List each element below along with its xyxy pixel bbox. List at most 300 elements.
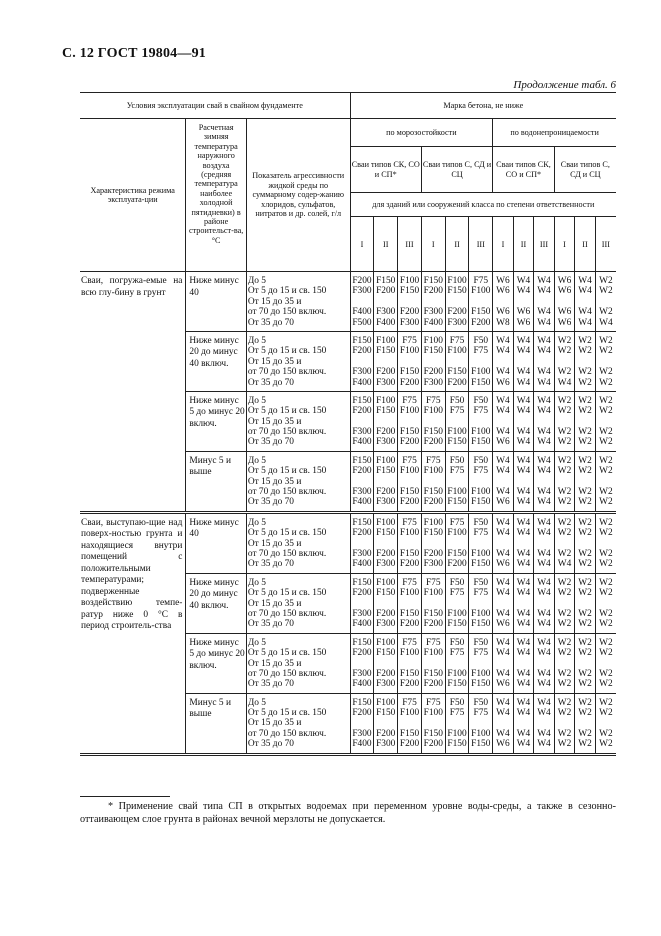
mark-value: W4 <box>496 487 510 498</box>
mark-value: W4 <box>496 517 510 528</box>
responsibility-class-header: II <box>445 217 469 272</box>
mark-value: W6 <box>557 307 572 318</box>
aggressiveness-label: от 70 до 150 включ. <box>247 487 327 498</box>
mark-value: W4 <box>496 697 510 708</box>
mark-value: W4 <box>496 728 510 739</box>
mark-value: W2 <box>599 648 613 659</box>
mark-value: W4 <box>537 739 551 750</box>
mark-value: F100 <box>471 367 491 378</box>
mark-value: W4 <box>537 276 551 286</box>
mark-value: W4 <box>496 637 510 648</box>
mark-value: W2 <box>599 367 613 378</box>
mark-value: F100 <box>399 346 420 357</box>
mark-value: W4 <box>516 548 531 559</box>
mark-value: F150 <box>447 679 467 690</box>
mark-value <box>515 357 533 367</box>
mark-value <box>399 718 420 728</box>
mark-value: F50 <box>449 697 465 708</box>
concrete-mark-cell <box>350 451 374 512</box>
mark-value: W4 <box>496 648 510 659</box>
mark-value: F150 <box>399 728 420 739</box>
mark-value: F200 <box>376 728 396 739</box>
mark-value: F300 <box>352 548 372 559</box>
mark-value: F200 <box>423 619 443 630</box>
concrete-mark-cell <box>513 272 534 332</box>
aggressiveness-label: От 35 до 70 <box>247 377 294 388</box>
mark-value <box>494 718 512 728</box>
mark-value <box>494 417 512 427</box>
mark-value: F150 <box>376 648 396 659</box>
mark-value: W2 <box>557 619 572 630</box>
mark-value <box>556 417 574 427</box>
mark-value: W4 <box>516 608 531 619</box>
mark-value: F75 <box>449 708 465 719</box>
mark-value: F100 <box>376 577 396 588</box>
temperature-cell: Ниже минус 20 до минус 40 включ. <box>186 331 247 391</box>
mark-value: F150 <box>352 697 372 708</box>
mark-value: F100 <box>423 335 443 346</box>
mark-value: F200 <box>423 679 443 690</box>
mark-value <box>352 477 373 487</box>
responsibility-class-header: I <box>350 217 374 272</box>
mark-value: F100 <box>471 548 491 559</box>
mark-value: W2 <box>557 437 572 448</box>
mark-value: F100 <box>471 608 491 619</box>
aggressiveness-label: От 15 до 35 и <box>247 598 302 609</box>
mark-value: F300 <box>352 608 372 619</box>
aggressiveness-label: От 35 до 70 <box>247 317 294 328</box>
mark-value <box>375 599 396 609</box>
mark-value: W2 <box>599 728 613 739</box>
mark-value: W4 <box>496 335 510 346</box>
concrete-mark-cell <box>493 512 514 573</box>
concrete-mark-cell <box>374 693 398 754</box>
mark-value <box>535 539 553 549</box>
mark-value: F300 <box>352 367 372 378</box>
header-conditions: Условия эксплуатации свай в свайном фундаменте <box>80 93 350 119</box>
mark-value: W4 <box>516 708 531 719</box>
mark-value: W4 <box>496 608 510 619</box>
mark-value: F100 <box>471 728 491 739</box>
concrete-mark-cell <box>534 451 555 512</box>
mark-value: W4 <box>537 679 551 690</box>
mark-value: F200 <box>423 437 443 448</box>
mark-value <box>576 477 594 487</box>
mark-value: F100 <box>447 427 467 438</box>
mark-value: W4 <box>516 377 531 388</box>
mark-value: F100 <box>399 708 420 719</box>
operating-mode-cell: Сваи, погружа-емые на всю глу-бину в грунт <box>80 272 186 513</box>
header-mode-characteristic: Характеристика режима эксплуата-ции <box>80 119 186 272</box>
mark-value: W6 <box>496 679 510 690</box>
mark-value: F150 <box>376 466 396 477</box>
concrete-mark-cell <box>350 693 374 754</box>
mark-value: W4 <box>516 577 531 588</box>
mark-value: F100 <box>447 346 467 357</box>
mark-value: W2 <box>599 346 613 357</box>
mark-value: F75 <box>402 335 417 346</box>
responsibility-class-header: II <box>575 217 596 272</box>
concrete-mark-cell <box>469 331 493 391</box>
mark-value: W4 <box>537 437 551 448</box>
mark-value <box>515 539 533 549</box>
mark-value: F150 <box>423 427 443 438</box>
mark-value <box>423 357 444 367</box>
concrete-mark-cell <box>534 633 555 693</box>
aggressiveness-label: От 35 до 70 <box>247 559 294 570</box>
mark-value: W2 <box>557 497 572 508</box>
mark-value <box>399 417 420 427</box>
mark-value: W4 <box>516 619 531 630</box>
mark-value <box>576 539 594 549</box>
mark-value: F200 <box>447 559 467 570</box>
operating-mode-cell: Сваи, выступаю-щие над поверх-ностью грунта и находящиеся внутри помещений с положительными температурами; подверженные воздействию темпе-ратур ниже 0 °С в период строитель-ства <box>80 512 186 754</box>
mark-value: W4 <box>516 276 531 286</box>
mark-value: F150 <box>352 395 372 406</box>
mark-value: W6 <box>496 276 510 286</box>
mark-value: F50 <box>473 455 489 466</box>
mark-value: F150 <box>423 487 443 498</box>
mark-value: F200 <box>399 619 420 630</box>
mark-value: W2 <box>578 739 592 750</box>
aggressiveness-label: От 15 до 35 и <box>247 416 302 427</box>
mark-value: W2 <box>578 728 592 739</box>
mark-value: W2 <box>599 739 613 750</box>
mark-value: F150 <box>447 437 467 448</box>
mark-value: W4 <box>516 728 531 739</box>
mark-value <box>352 357 373 367</box>
mark-value: F300 <box>376 619 396 630</box>
mark-value <box>375 417 396 427</box>
concrete-mark-cell <box>554 272 575 332</box>
aggressiveness-label: От 5 до 15 и св. 150 <box>247 708 327 719</box>
mark-value: F200 <box>471 317 491 328</box>
mark-value: F75 <box>473 466 489 477</box>
concrete-mark-cell <box>374 633 398 693</box>
mark-value <box>375 539 396 549</box>
mark-value: W4 <box>516 697 531 708</box>
mark-value <box>470 477 491 487</box>
concrete-mark-cell <box>445 451 469 512</box>
concrete-mark-cell <box>445 272 469 332</box>
header-temperature: Расчетная зимняя температура наружного воздуха (средняя температура наиболее холодной пятидневки) в районе строительст-ва, °С <box>186 119 247 272</box>
mark-value: F100 <box>399 466 420 477</box>
mark-value: F100 <box>399 406 420 417</box>
mark-value <box>556 477 574 487</box>
concrete-mark-cell <box>445 331 469 391</box>
concrete-mark-cell <box>595 272 616 332</box>
mark-value: W2 <box>578 367 592 378</box>
mark-value: F75 <box>449 517 465 528</box>
mark-value: W2 <box>557 608 572 619</box>
mark-value: W2 <box>578 608 592 619</box>
aggressiveness-label: от 70 до 150 включ. <box>247 548 327 559</box>
mark-value: W2 <box>578 648 592 659</box>
mark-value: F50 <box>473 697 489 708</box>
mark-value: F150 <box>471 377 491 388</box>
concrete-mark-cell <box>534 573 555 633</box>
mark-value: W2 <box>578 466 592 477</box>
mark-value: F400 <box>352 619 372 630</box>
concrete-mark-cell <box>421 331 445 391</box>
mark-value <box>494 659 512 669</box>
mark-value: W4 <box>516 588 531 599</box>
mark-value: W4 <box>496 346 510 357</box>
concrete-mark-cell <box>493 272 514 332</box>
mark-value: F150 <box>352 455 372 466</box>
mark-value: F75 <box>402 577 417 588</box>
mark-value: F500 <box>352 317 372 328</box>
mark-value: W6 <box>557 317 572 328</box>
mark-value: F200 <box>352 648 372 659</box>
mark-value: F200 <box>447 377 467 388</box>
concrete-mark-cell <box>595 693 616 754</box>
mark-value: F50 <box>449 577 465 588</box>
aggressiveness-label: До 5 <box>247 637 266 648</box>
mark-value: W2 <box>599 608 613 619</box>
mark-value: W4 <box>599 317 613 328</box>
mark-value: F75 <box>449 335 465 346</box>
mark-value: F400 <box>352 437 372 448</box>
mark-value: F50 <box>449 455 465 466</box>
concrete-mark-cell <box>554 451 575 512</box>
aggressiveness-cell <box>246 451 350 512</box>
mark-value: F100 <box>471 286 491 297</box>
mark-value: W6 <box>496 377 510 388</box>
mark-value: F75 <box>425 395 441 406</box>
mark-value: F200 <box>399 559 420 570</box>
concrete-mark-cell <box>575 272 596 332</box>
mark-value: F200 <box>423 739 443 750</box>
mark-value: W2 <box>599 588 613 599</box>
mark-value <box>470 659 491 669</box>
concrete-mark-cell <box>554 331 575 391</box>
mark-value: F150 <box>423 668 443 679</box>
aggressiveness-label: От 15 до 35 и <box>247 538 302 549</box>
mark-value <box>447 477 468 487</box>
mark-value: W2 <box>599 455 613 466</box>
mark-value: F400 <box>352 559 372 570</box>
concrete-mark-cell <box>445 391 469 451</box>
mark-value: W6 <box>496 307 510 318</box>
mark-value: W4 <box>516 497 531 508</box>
mark-value: W4 <box>516 559 531 570</box>
mark-value: F150 <box>447 367 467 378</box>
mark-value: F100 <box>471 427 491 438</box>
mark-value: F200 <box>352 528 372 539</box>
mark-value: W4 <box>516 335 531 346</box>
mark-value: W6 <box>496 497 510 508</box>
mark-value: W4 <box>537 367 551 378</box>
mark-value: W4 <box>496 466 510 477</box>
mark-value: F400 <box>352 307 372 318</box>
table-continuation-label: Продолжение табл. 6 <box>513 79 616 91</box>
concrete-mark-cell <box>469 633 493 693</box>
mark-value: F200 <box>352 708 372 719</box>
mark-value: W4 <box>496 577 510 588</box>
header-aggressiveness: Показатель агрессивности жидкой среды по суммарному содер-жанию хлоридов, сульфатов, нитратов и др. солей, г/л <box>246 119 350 272</box>
mark-value: W4 <box>537 455 551 466</box>
mark-value: W2 <box>557 455 572 466</box>
concrete-mark-cell <box>513 512 534 573</box>
aggressiveness-label: До 5 <box>247 697 266 708</box>
concrete-mark-cell <box>513 391 534 451</box>
concrete-mark-cell <box>445 512 469 573</box>
mark-value: F200 <box>399 679 420 690</box>
footnote-divider <box>80 796 170 797</box>
mark-value: F150 <box>399 548 420 559</box>
mark-value: F200 <box>376 548 396 559</box>
concrete-grade-table <box>80 92 616 756</box>
mark-value: W2 <box>557 528 572 539</box>
mark-value: W4 <box>578 286 592 297</box>
footnote: * Применение свай типа СП в открытых водоемах при переменном уровне воды-среды, а также в сезонно-оттаивающем слое грунта в районах вечной мерзлоты не допускается. <box>80 801 616 825</box>
mark-value: F150 <box>376 346 396 357</box>
mark-value: F150 <box>376 406 396 417</box>
mark-value: W4 <box>537 286 551 297</box>
aggressiveness-label: от 70 до 150 включ. <box>247 427 327 438</box>
mark-value: F100 <box>376 455 396 466</box>
mark-value <box>399 599 420 609</box>
mark-value: F75 <box>449 648 465 659</box>
mark-value: W2 <box>578 588 592 599</box>
mark-value: W2 <box>578 517 592 528</box>
header-concrete-mark: Марка бетона, не ниже <box>350 93 616 119</box>
concrete-mark-cell <box>350 272 374 332</box>
mark-value <box>597 477 615 487</box>
mark-value: F100 <box>447 528 467 539</box>
mark-value: W2 <box>578 548 592 559</box>
concrete-mark-cell <box>469 573 493 633</box>
mark-value: F200 <box>352 466 372 477</box>
mark-value: W4 <box>516 739 531 750</box>
aggressiveness-label: До 5 <box>247 455 266 466</box>
mark-value: W4 <box>537 588 551 599</box>
mark-value: F75 <box>473 346 489 357</box>
mark-value: W4 <box>496 455 510 466</box>
mark-value: W6 <box>496 619 510 630</box>
mark-value: W4 <box>537 335 551 346</box>
concrete-mark-cell <box>595 391 616 451</box>
mark-value <box>597 539 615 549</box>
mark-value: W4 <box>557 559 572 570</box>
concrete-mark-cell <box>445 633 469 693</box>
concrete-mark-cell <box>534 512 555 573</box>
mark-value: F150 <box>423 276 443 286</box>
concrete-mark-cell <box>575 693 596 754</box>
mark-value: W4 <box>496 367 510 378</box>
mark-value: F50 <box>473 577 489 588</box>
aggressiveness-label: От 15 до 35 и <box>247 658 302 669</box>
mark-value: W2 <box>578 437 592 448</box>
mark-value <box>423 539 444 549</box>
concrete-mark-cell <box>513 693 534 754</box>
aggressiveness-cell <box>246 693 350 754</box>
concrete-mark-cell <box>534 331 555 391</box>
temperature-cell: Минус 5 и выше <box>186 693 247 754</box>
responsibility-class-header: I <box>421 217 445 272</box>
mark-value: W2 <box>599 427 613 438</box>
mark-value: W2 <box>599 466 613 477</box>
mark-value: W2 <box>578 335 592 346</box>
mark-value <box>515 718 533 728</box>
mark-value: W4 <box>516 406 531 417</box>
mark-value <box>399 357 420 367</box>
concrete-mark-cell <box>493 391 514 451</box>
mark-value: F200 <box>352 346 372 357</box>
concrete-mark-cell <box>595 573 616 633</box>
mark-value <box>556 599 574 609</box>
mark-value: W4 <box>578 276 592 286</box>
mark-value: W4 <box>537 528 551 539</box>
mark-value: W2 <box>599 335 613 346</box>
mark-value: W4 <box>537 317 551 328</box>
mark-value: W4 <box>496 427 510 438</box>
mark-value: F200 <box>376 286 396 297</box>
concrete-mark-cell <box>398 633 422 693</box>
concrete-mark-cell <box>398 272 422 332</box>
mark-value <box>423 599 444 609</box>
mark-value: W4 <box>516 637 531 648</box>
mark-value: W2 <box>557 668 572 679</box>
mark-value: F100 <box>447 487 467 498</box>
concrete-mark-cell <box>595 331 616 391</box>
mark-value: W6 <box>496 286 510 297</box>
concrete-mark-cell <box>595 633 616 693</box>
mark-value: F300 <box>376 679 396 690</box>
mark-value <box>576 297 594 307</box>
mark-value: W4 <box>516 668 531 679</box>
concrete-mark-cell <box>575 573 596 633</box>
aggressiveness-label: До 5 <box>247 577 266 588</box>
mark-value <box>447 357 468 367</box>
mark-value: F300 <box>376 307 396 318</box>
page-header: С. 12 ГОСТ 19804—91 <box>62 46 206 61</box>
concrete-mark-cell <box>513 451 534 512</box>
mark-value: W2 <box>599 395 613 406</box>
mark-value: W2 <box>578 577 592 588</box>
mark-value: F75 <box>473 528 489 539</box>
aggressiveness-label: от 70 до 150 включ. <box>247 608 327 619</box>
mark-value: W2 <box>578 377 592 388</box>
mark-value: F150 <box>399 487 420 498</box>
concrete-mark-cell <box>575 331 596 391</box>
mark-value: W2 <box>578 559 592 570</box>
mark-value: W2 <box>599 619 613 630</box>
aggressiveness-label: От 5 до 15 и св. 150 <box>247 406 327 417</box>
mark-value: W6 <box>496 437 510 448</box>
mark-value: F100 <box>376 335 396 346</box>
aggressiveness-cell <box>246 391 350 451</box>
mark-value: F400 <box>423 317 443 328</box>
mark-value: W4 <box>516 427 531 438</box>
concrete-mark-cell <box>534 391 555 451</box>
mark-value: F75 <box>402 517 417 528</box>
mark-value: F100 <box>447 728 467 739</box>
aggressiveness-label: от 70 до 150 включ. <box>247 668 327 679</box>
mark-value: F200 <box>352 276 372 286</box>
temperature-cell: Ниже минус 20 до минус 40 включ. <box>186 573 247 633</box>
mark-value: W6 <box>516 307 531 318</box>
mark-value: F400 <box>352 739 372 750</box>
mark-value: W4 <box>516 346 531 357</box>
mark-value <box>494 357 512 367</box>
mark-value: F150 <box>352 335 372 346</box>
mark-value <box>447 718 468 728</box>
mark-value: W4 <box>537 377 551 388</box>
mark-value: F100 <box>399 588 420 599</box>
mark-value <box>597 357 615 367</box>
